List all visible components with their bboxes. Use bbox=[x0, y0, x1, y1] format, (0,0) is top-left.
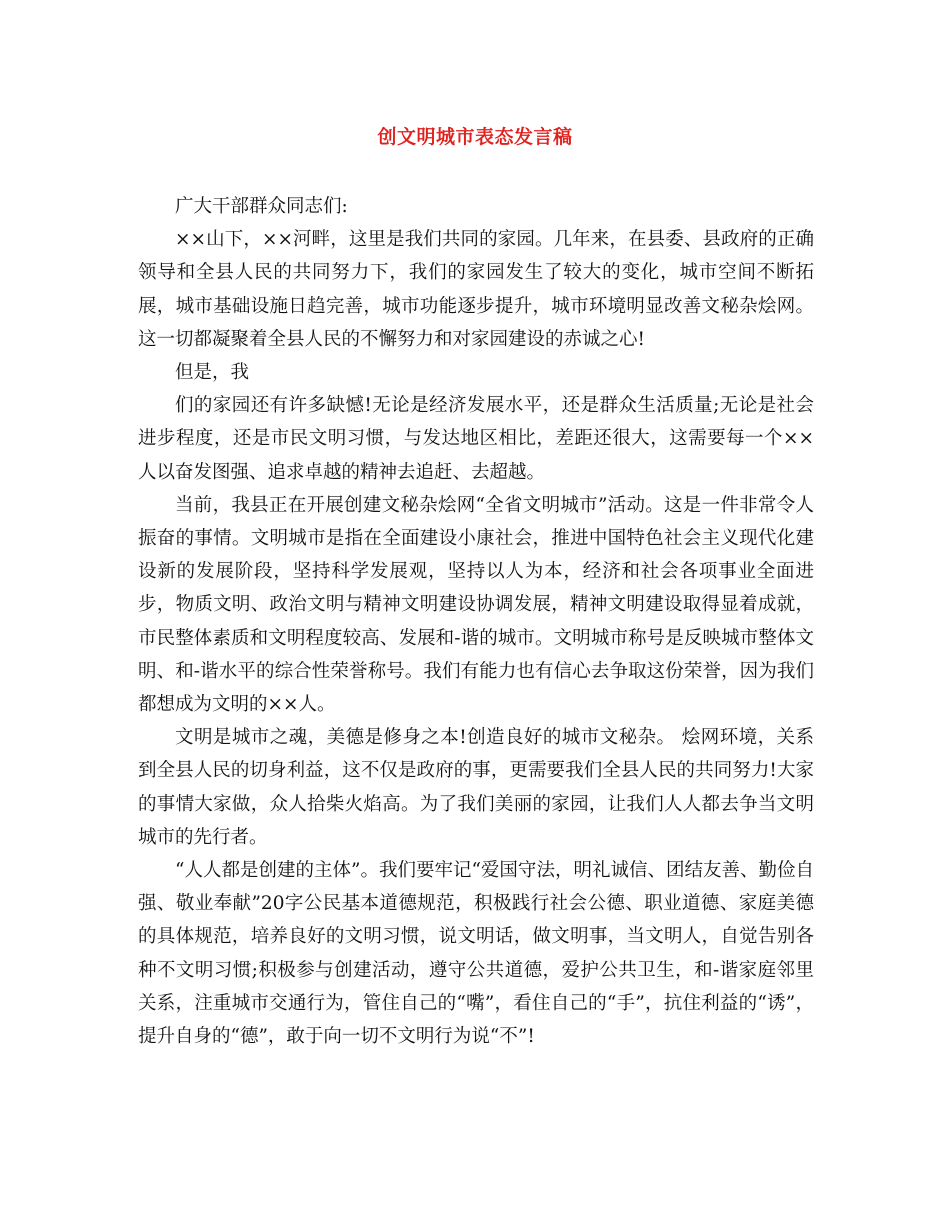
paragraph-salutation: 广大干部群众同志们: bbox=[175, 196, 348, 217]
paragraph: 文明是城市之魂，美德是修身之本!创造良好的城市文秘杂。 烩网环境，关系到全县人民的切身利益，这不仅是政府的事，更需要我们全县人民的共同努力!大家的事情大家做，众人拾柴火焰高。为了我们美丽的家园，让我们人人都去争当文明城市的先行者。 bbox=[138, 727, 814, 848]
paragraph: 但是，我 bbox=[175, 362, 250, 384]
paragraph: 当前，我县正在开展创建文秘杂烩网“全省文明城市”活动。这是一件非常令人振奋的事情。文明城市是指在全面建设小康社会，推进中国特色社会主义现代化建设新的发展阶段，坚持科学发展观，坚持以人为本，经济和社会各项事业全面进步，物质文明、政治文明与精神文明建设协调发展，精神文明建设取得显着成就，市民整体素质和文明程度较高、发展和-谐的城市。文明城市称号是反映城市整体文明、和-谐水平的综合性荣誉称号。我们有能力也有信心去争取这份荣誉，因为我们都想成为文明的××人。 bbox=[138, 494, 814, 716]
document-title: 创文明城市表态发言稿 bbox=[377, 126, 573, 148]
paragraph: “人人都是创建的主体”。我们要牢记“爱国守法，明礼诚信、团结友善、勤俭自强、敬业奉献”20字公民基本道德规范，积极践行社会公德、职业道德、家庭美德的具体规范，培养良好的文明习惯，说文明话，做文明事，当文明人，自觉告别各种不文明习惯;积极参与创建活动，遵守公共道德，爱护公共卫生，和-谐家庭邻里关系，注重城市交通行为，管住自己的“嘴”，看住自己的“手”，抗住利益的“诱”，提升自身的“德”，敢于向一切不文明行为说“不”! bbox=[138, 860, 814, 1048]
paragraph: ××山下，××河畔，这里是我们共同的家园。几年来，在县委、县政府的正确领导和全县人民的共同努力下，我们的家园发生了较大的变化，城市空间不断拓展，城市基础设施日趋完善，城市功能逐步提升，城市环境明显改善文秘杂烩网。这一切都凝聚着全县人民的不懈努力和对家园建设的赤诚之心! bbox=[138, 229, 814, 350]
paragraph: 们的家园还有许多缺憾!无论是经济发展水平，还是群众生活质量;无论是社会进步程度，还是市民文明习惯，与发达地区相比，差距还很大，这需要每一个××人以奋发图强、追求卓越的精神去追赶、去超越。 bbox=[138, 395, 814, 483]
document-body bbox=[138, 190, 814, 1053]
